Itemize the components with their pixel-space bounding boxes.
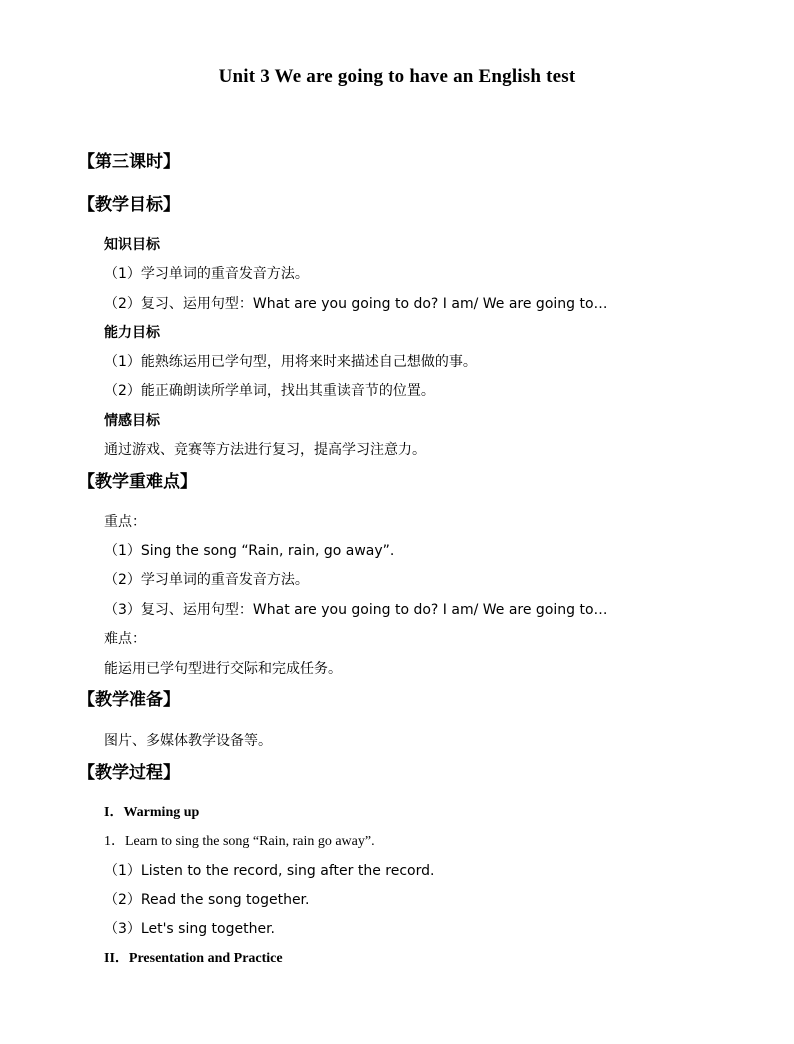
ability-objectives-heading: 能力目标 (104, 325, 160, 341)
key-point-3: （3）复习、运用句型：What are you going to do? I am/ We are going to… (104, 602, 608, 618)
difficulty-1: 能运用已学句型进行交际和完成任务。 (104, 661, 342, 677)
knowledge-objective-2 (104, 297, 608, 311)
process-step-1: I．Warming up (104, 805, 200, 820)
knowledge-objective-2-text: （2）复习、运用句型：What are you going to do? I am/ We are going to… (104, 296, 608, 312)
objectives-heading: 【教学目标】 (78, 195, 180, 215)
ability-objective-2: （2）能正确朗读所学单词，找出其重读音节的位置。 (104, 383, 435, 399)
key-point-2: （2）学习单词的重音发音方法。 (104, 572, 309, 588)
process-item-1-2: （2）Read the song together. (104, 892, 310, 908)
key-points-heading: 【教学重难点】 (78, 472, 197, 492)
preparation-text: 图片、多媒体教学设备等。 (104, 733, 272, 749)
preparation-heading: 【教学准备】 (78, 690, 180, 710)
process-item-1: 1．Learn to sing the song “Rain, rain go away”. (104, 834, 375, 849)
ability-objective-1: （1）能熟练运用已学句型，用将来时来描述自己想做的事。 (104, 354, 477, 370)
emotion-objectives-heading: 情感目标 (104, 413, 160, 429)
lesson-heading: 【第三课时】 (78, 152, 180, 172)
key-point-1: （1）Sing the song “Rain, rain, go away”. (104, 543, 395, 559)
process-heading: 【教学过程】 (78, 763, 180, 783)
process-step-2: II．Presentation and Practice (104, 951, 283, 966)
page-title: Unit 3 We are going to have an English test (218, 66, 576, 87)
difficulty-label: 难点： (104, 631, 146, 647)
knowledge-objectives-heading: 知识目标 (104, 237, 160, 253)
process-item-1-3: （3）Let's sing together. (104, 921, 276, 937)
emotion-objective-1: 通过游戏、竞赛等方法进行复习，提高学习注意力。 (104, 442, 426, 458)
key-points-label: 重点： (104, 514, 146, 530)
process-item-1-1: （1）Listen to the record, sing after the record. (104, 863, 435, 879)
knowledge-objective-1: （1）学习单词的重音发音方法。 (104, 266, 309, 282)
